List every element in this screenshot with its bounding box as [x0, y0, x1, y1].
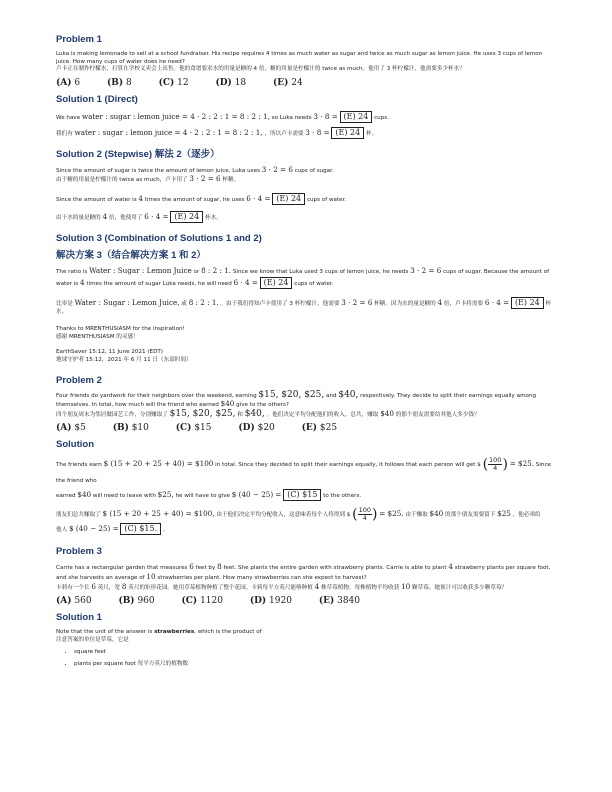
problem-3-text-zh: 卡莉有一个长 6 英尺，宽 8 英尺的矩形花园。她用草莓植物种植了整个花园。卡莉每平方英尺能够种植 4 株草莓植物，每株植物平均收获 10 颗草莓。她预计可以收获多少颗草莓？ — [56, 581, 508, 591]
list-item: • square feet — [74, 646, 556, 658]
choice-b: (B) $10 — [112, 423, 149, 434]
list-item: • plants per square foot 每平方英尺的植物数 — [74, 658, 556, 670]
problem-2-title: Problem 2 — [56, 374, 102, 386]
answer-box: (E) 24 — [272, 193, 305, 205]
product-list — [56, 646, 556, 670]
fraction: $\frac{100}{4}$ — [489, 456, 502, 473]
fraction: $\frac{100}{4}$ — [358, 506, 371, 523]
problem-1-title: Problem 1 — [56, 34, 102, 45]
solution-2-line-1: Since the amount of sugar is twice the amount of lemon juice, Luka uses 3 · 2 = 6 cups of sugar. — [56, 164, 334, 174]
problem-1-text-en: Luka is making lemonade to sell at a school fundraiser. His recipe requires 4 times as much water as sugar and twice as much sugar as lemon juice. He uses 3 cups of lemon juice. How many cups of water does he need? — [56, 51, 543, 65]
problem-2-solution-line-2: earned $40 will need to leave with $25, he will have to give $ (40 − 25) = (C) $15 to the others. — [56, 490, 362, 500]
thanks-zh: 感谢 MRENTHUSIASM 的灵感！ — [56, 333, 139, 340]
answer-box: (E) 24 — [260, 277, 293, 289]
answer-box: (E) 24 — [170, 211, 203, 223]
solution-1-line-en: We have water : sugar : lemon juice = 4 · 2 : 2 : 1 = 8 : 2 : 1, so Luka needs 3 · 8 = (E) 24 cups. — [56, 111, 389, 121]
choice-c: (C) 1120 — [181, 596, 223, 607]
problem-2-text-zh: 四个朋友周末为邻居做园艺工作，分别赚取了 $15, $20, $25, 和 $40, 。他们决定平均分配他们的收入。总共，赚取 $40 的那个朋友需要给其他人多少钱？ — [56, 408, 480, 419]
signature-zh: 地球守护者 15:12，2021 年 6 月 11 日（东部时间） — [56, 356, 192, 363]
problem-2-solution-line-1: The friends earn $ (15 + 20 + 25 + 40) = $100 in total. Since they decided to split their earnings equally, it follows that each person will get $ ( $\frac{100}{4}$ ) = $25. Since the friend who — [56, 456, 551, 485]
choice-e: (E) $25 — [301, 423, 338, 434]
choice-d: (D) 1920 — [249, 596, 292, 607]
answer-box: (E) 24 — [340, 111, 373, 123]
solution-2-line-2: 由于糖的用量是柠檬汁的 twice as much，卢卡用了 3 · 2 = 6 杯糖。 — [56, 174, 240, 184]
choice-a: (A) 560 — [56, 596, 92, 607]
problem-2-solution-title: Solution — [56, 439, 94, 451]
problem-2-solution-line-3: 朋友们总共赚取了 $ (15 + 20 + 25 + 40) = $100, 由于他们决定平均分配收入，这意味着每个人将得到 $ ( $\frac{100}{4}$ ) = $25. 由于赚取 $40 的那个朋友需要留下 $25 ，他必须给 — [56, 506, 541, 523]
solution-3-title-zh: 解决方案 3（结合解决方案 1 和 2） — [56, 249, 206, 261]
choice-c: (C) $15 — [175, 423, 212, 434]
answer-box: (E) 24 — [331, 127, 364, 139]
solution-3-title: Solution 3 (Combination of Solutions 1 and 2) — [56, 232, 262, 244]
solution-1-title: Solution 1 (Direct) — [56, 93, 138, 105]
solution-3-para-en: The ratio is Water : Sugar : Lemon Juice or 8 : 2 : 1. Since we know that Luka used 3 cups of lemon juice, he needs 3 · 2 = 6 cups of sugar. Because the amount of water is 4 times the amount of sugar Luka needs, he will need 6 · 4 = (E) 24 cups of water. — [56, 265, 550, 287]
problem-3-solution-line-1: Note that the unit of the answer is strawberries, which is the product of — [56, 629, 262, 636]
solution-1-line-zh: 我们有 water : sugar : lemon juice = 4 · 2 : 2 : 1 = 8 : 2 : 1, ，所以卢卡需要 3 · 8 = (E) 24 杯。 — [56, 127, 378, 137]
problem-1-choices — [56, 77, 556, 89]
problem-3-solution-line-2: 注意答案的单位是草莓，它是 — [56, 636, 129, 643]
answer-box: (C) $15. — [120, 523, 161, 535]
choice-d: (D) 18 — [215, 77, 247, 88]
choice-b: (B) 8 — [106, 77, 132, 88]
problem-3-text-en: Carrie has a rectangular garden that measures 6 feet by 8 feet. She plants the entire garden with strawberry plants. Carrie is able to plant 4 strawberry plants per square foot, and she harvests an average of 10 strawberries per plant. How many strawberries can she expect to harvest? — [56, 562, 551, 581]
choice-e: (E) 24 — [273, 77, 303, 88]
answer-box: (C) $15 — [283, 489, 321, 501]
choice-c: (C) 12 — [158, 77, 189, 88]
problem-3-title: Problem 3 — [56, 546, 102, 558]
problem-3-solution-title: Solution 1 — [56, 612, 102, 624]
problem-2-solution-line-4: 他人 $ (40 − 25) = (C) $15. 。 — [56, 524, 169, 534]
choice-e: (E) 3840 — [318, 596, 360, 607]
solution-3-para-zh: 比率是 Water : Sugar : Lemon Juice, 或 8 : 2 : 1. 。由于我们得知卢卡使用了 3 杯柠檬汁，他需要 3 · 2 = 6 杯糖。因为水的量是糖的 4 倍，卢卡将需要 6 · 4 = (E) 24 杯水。 — [56, 297, 552, 315]
choice-b: (B) 960 — [118, 596, 155, 607]
problem-3-choices — [56, 595, 556, 607]
solution-2-line-3: Since the amount of water is 4 times the amount of sugar, he uses 6 · 4 = (E) 24 cups of water. — [56, 193, 347, 203]
thanks-en: Thanks to MRENTHUSIASM for the inspiration! — [56, 326, 185, 333]
choice-a: (A) 6 — [56, 77, 81, 88]
choice-d: (D) $20 — [238, 423, 275, 434]
signature-en: EarthSaver 15:12, 11 June 2021 (EDT) — [56, 349, 163, 356]
solution-2-line-4: 由于水的量是糖的 4 倍，他使用了 6 · 4 = (E) 24 杯水。 — [56, 211, 222, 221]
problem-1-text-zh: 卢卡正在制作柠檬水，打算在学校义卖会上出售。他的食谱要求水的用量是糖的 4 倍，糖的用量是柠檬汁的 twice as much。他用了 3 杯柠檬汁，他需要多少杯水？ — [56, 66, 465, 73]
problem-2-text-en: Four friends do yardwork for their neighbors over the weekend, earning $15, $20, $25, and $40, respectively. They decide to split their earnings equally among themselves. In total, how much will the friend who earned $40 give to the others? — [56, 389, 537, 409]
problem-2-choices — [56, 422, 556, 434]
document-page — [56, 34, 556, 670]
solution-2-title: Solution 2 (Stepwise) 解法 2（逐步） — [56, 148, 220, 160]
choice-a: (A) $5 — [56, 423, 86, 434]
answer-box: (E) 24 — [511, 297, 544, 309]
